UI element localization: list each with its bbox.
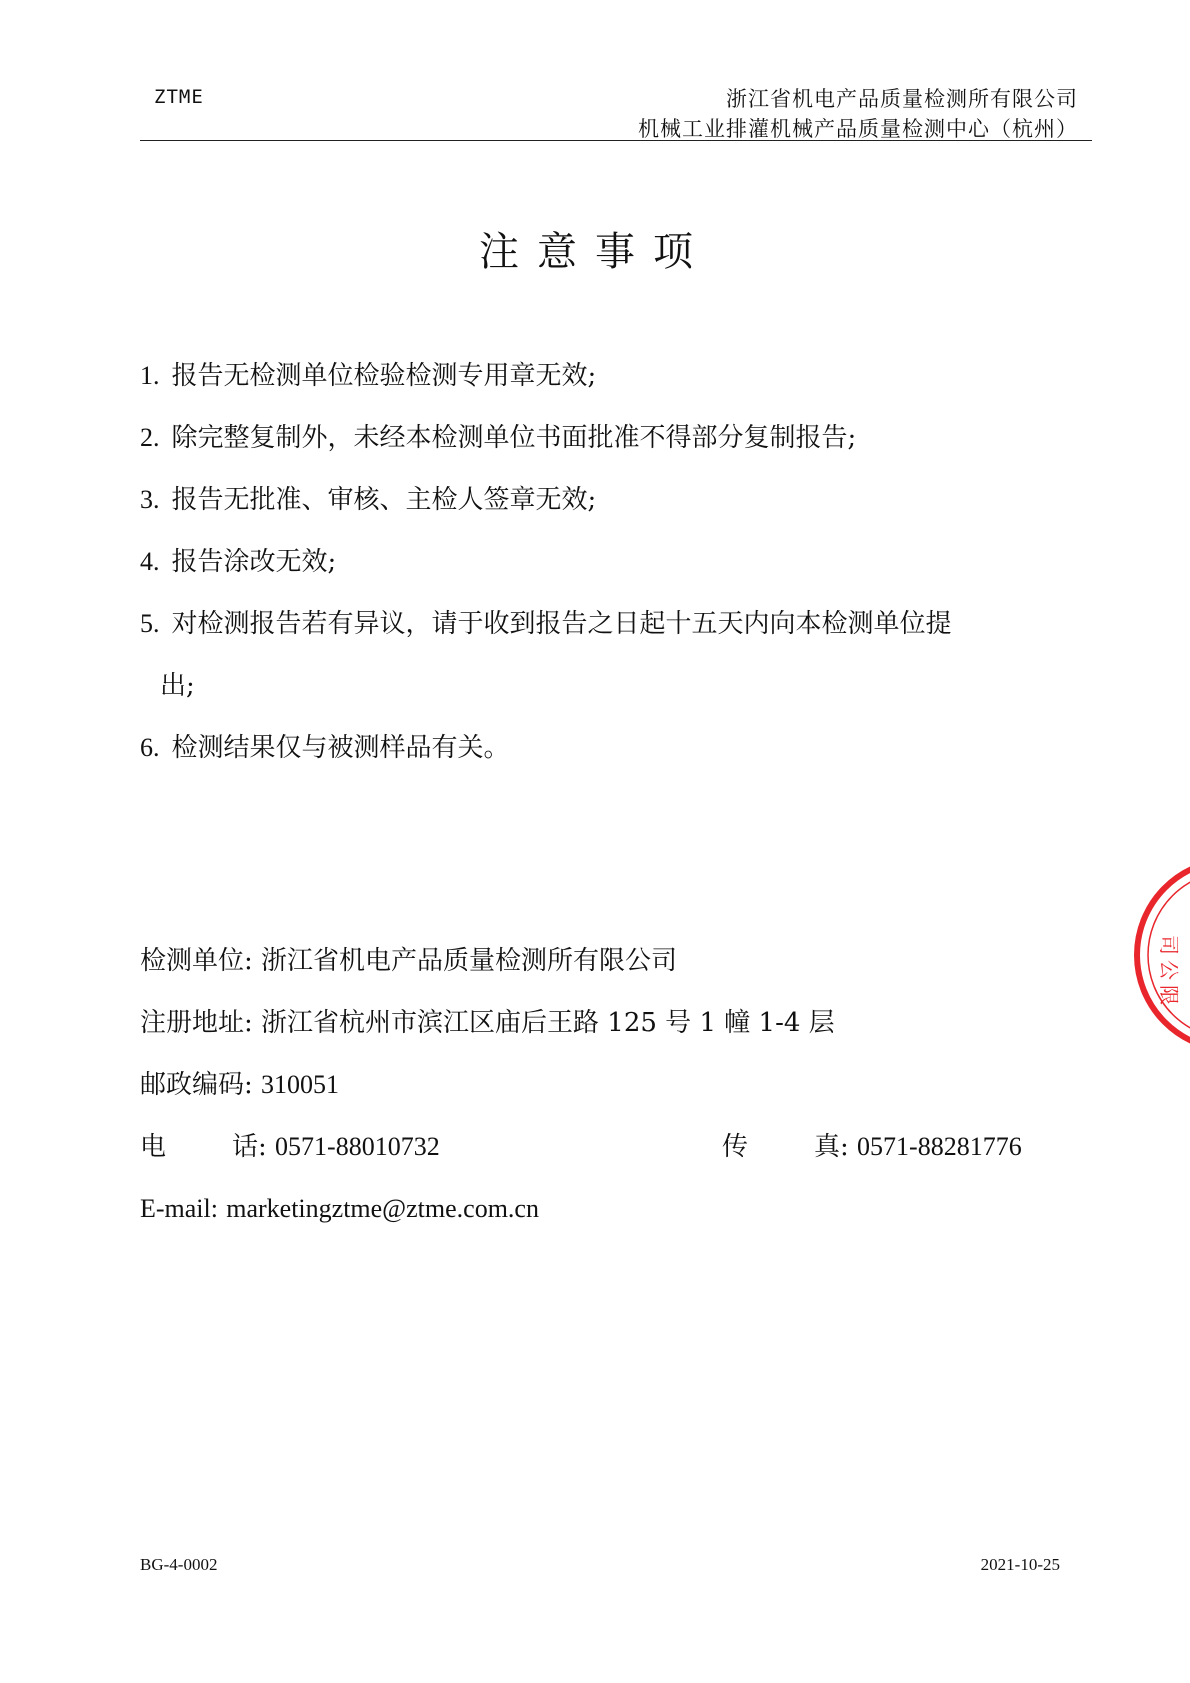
note-text: 对检测报告若有异议，请于收到报告之日起十五天内向本检测单位提 bbox=[171, 609, 952, 639]
document-code: BG-4-0002 bbox=[140, 1555, 218, 1574]
address-value: 浙江省杭州市滨江区庙后王路 125 号 1 幢 1-4 层 bbox=[261, 1008, 835, 1038]
email-value: marketingztme@ztme.com.cn bbox=[226, 1194, 539, 1223]
note-item bbox=[140, 407, 1100, 469]
note-item bbox=[140, 345, 1100, 407]
page-title: 注意事项 bbox=[479, 229, 711, 275]
note-number: 2. bbox=[140, 423, 160, 452]
note-continuation: 出; bbox=[160, 671, 195, 701]
svg-text:公: 公 bbox=[1157, 960, 1181, 980]
note-number: 6. bbox=[140, 733, 160, 762]
document-date: 2021-10-25 bbox=[980, 1555, 1060, 1574]
svg-text:限: 限 bbox=[1157, 985, 1181, 1005]
note-number: 4. bbox=[140, 547, 160, 576]
note-number: 3. bbox=[140, 485, 160, 514]
unit-label: 检测单位: bbox=[140, 946, 253, 976]
fax-label: 传真 bbox=[722, 1132, 840, 1162]
contact-postcode-row bbox=[140, 1054, 1100, 1116]
note-number: 5. bbox=[140, 609, 160, 638]
contact-unit-row bbox=[140, 930, 1100, 992]
brand-label: ZTME bbox=[154, 86, 204, 108]
page-header bbox=[140, 80, 1092, 141]
notes-list bbox=[140, 345, 1100, 779]
note-item bbox=[140, 593, 1100, 655]
note-item bbox=[140, 469, 1100, 531]
fax-value: 0571-88281776 bbox=[857, 1132, 1022, 1161]
note-text: 报告无批准、审核、主检人签章无效; bbox=[171, 485, 597, 515]
fax-group: 传真: 0571-88281776 bbox=[722, 1116, 1022, 1178]
company-seal-icon bbox=[1132, 855, 1190, 1055]
note-number: 1. bbox=[140, 361, 160, 390]
note-item bbox=[140, 717, 1100, 779]
note-item bbox=[140, 531, 1100, 593]
postcode-value: 310051 bbox=[261, 1070, 340, 1099]
note-text: 报告无检测单位检验检测专用章无效; bbox=[171, 361, 597, 391]
note-text: 除完整复制外，未经本检测单位书面批准不得部分复制报告; bbox=[171, 423, 857, 453]
contact-phone-row: 电话: 0571-88010732 传真: 0571-88281776 bbox=[140, 1116, 1100, 1178]
unit-value: 浙江省机电产品质量检测所有限公司 bbox=[261, 946, 678, 976]
contact-email-row bbox=[140, 1178, 1100, 1240]
org-name-line2: 机械工业排灌机械产品质量检测中心（杭州） bbox=[638, 117, 1078, 141]
postcode-label: 邮政编码: bbox=[140, 1070, 253, 1100]
svg-text:司: 司 bbox=[1157, 935, 1181, 955]
org-name bbox=[638, 84, 1078, 144]
address-label: 注册地址: bbox=[140, 1008, 253, 1038]
phone-value: 0571-88010732 bbox=[275, 1132, 440, 1161]
phone-label: 电话 bbox=[140, 1132, 258, 1162]
contact-block bbox=[140, 930, 1100, 1240]
email-label: E-mail: bbox=[140, 1194, 218, 1223]
contact-address-row bbox=[140, 992, 1100, 1054]
note-text: 报告涂改无效; bbox=[171, 547, 337, 577]
note-text: 检测结果仅与被测样品有关。 bbox=[171, 733, 510, 763]
org-name-line1: 浙江省机电产品质量检测所有限公司 bbox=[726, 87, 1078, 111]
